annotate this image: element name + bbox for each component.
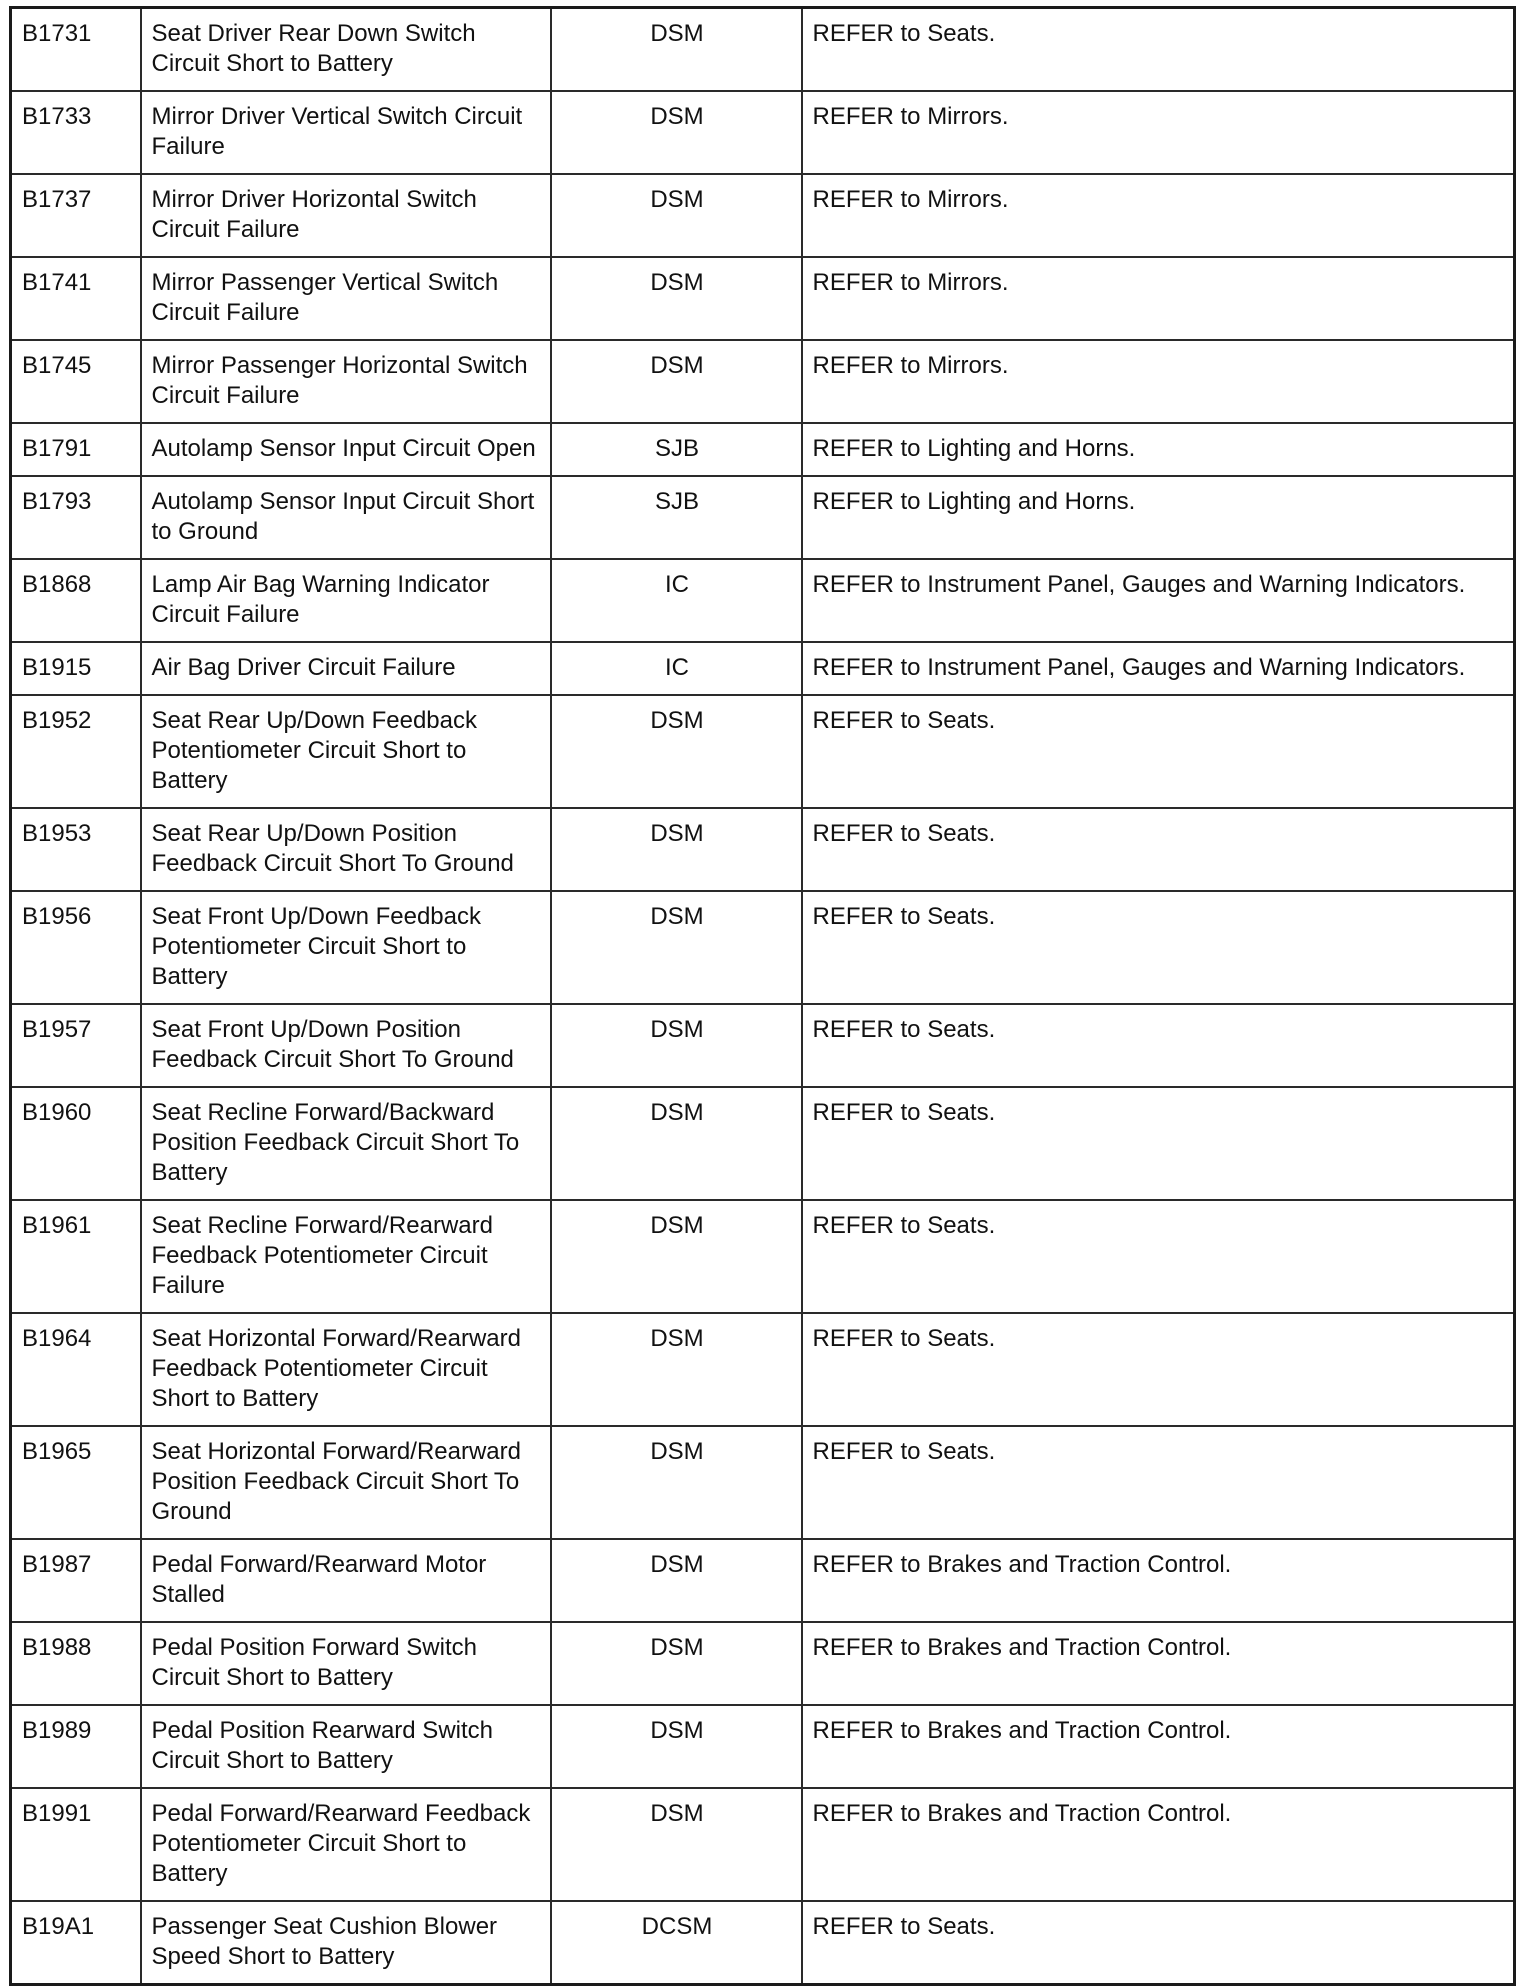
dtc-code: B1964: [11, 1313, 141, 1426]
dtc-description: Autolamp Sensor Input Circuit Short to Ground: [141, 476, 551, 559]
dtc-module: DSM: [551, 891, 802, 1004]
dtc-description: Pedal Position Forward Switch Circuit Short to Battery: [141, 1622, 551, 1705]
dtc-code: B1791: [11, 423, 141, 476]
table-row: [11, 891, 1515, 1004]
dtc-module: DSM: [551, 808, 802, 891]
table-row: [11, 1426, 1515, 1539]
table-row: [11, 1539, 1515, 1622]
table-row: [11, 695, 1515, 808]
dtc-code: B1960: [11, 1087, 141, 1200]
table-row: [11, 1788, 1515, 1901]
table-row: [11, 1705, 1515, 1788]
dtc-module: DSM: [551, 257, 802, 340]
dtc-action: REFER to Seats.: [802, 891, 1515, 1004]
dtc-action: REFER to Brakes and Traction Control.: [802, 1705, 1515, 1788]
dtc-description: Seat Horizontal Forward/Rearward Feedback Potentiometer Circuit Short to Battery: [141, 1313, 551, 1426]
dtc-action: REFER to Seats.: [802, 1200, 1515, 1313]
dtc-description: Seat Rear Up/Down Feedback Potentiometer Circuit Short to Battery: [141, 695, 551, 808]
table-row: [11, 340, 1515, 423]
dtc-description: Autolamp Sensor Input Circuit Open: [141, 423, 551, 476]
dtc-action: REFER to Seats.: [802, 1901, 1515, 1985]
table-row: [11, 1622, 1515, 1705]
dtc-module: DSM: [551, 91, 802, 174]
table-row: [11, 423, 1515, 476]
dtc-table-body: [11, 8, 1515, 1985]
dtc-code: B1988: [11, 1622, 141, 1705]
dtc-code: B1956: [11, 891, 141, 1004]
dtc-module: DSM: [551, 1539, 802, 1622]
dtc-action: REFER to Lighting and Horns.: [802, 476, 1515, 559]
dtc-module: DSM: [551, 174, 802, 257]
dtc-action: REFER to Brakes and Traction Control.: [802, 1539, 1515, 1622]
table-row: [11, 8, 1515, 92]
dtc-module: DSM: [551, 695, 802, 808]
dtc-action: REFER to Lighting and Horns.: [802, 423, 1515, 476]
table-row: [11, 1901, 1515, 1985]
table-row: [11, 559, 1515, 642]
dtc-module: DSM: [551, 1004, 802, 1087]
dtc-description: Seat Driver Rear Down Switch Circuit Short to Battery: [141, 8, 551, 92]
dtc-description: Lamp Air Bag Warning Indicator Circuit Failure: [141, 559, 551, 642]
dtc-action: REFER to Seats.: [802, 1426, 1515, 1539]
dtc-module: DSM: [551, 1200, 802, 1313]
dtc-action: REFER to Seats.: [802, 8, 1515, 92]
table-row: [11, 808, 1515, 891]
dtc-code: B1745: [11, 340, 141, 423]
table-row: [11, 1004, 1515, 1087]
dtc-module: DSM: [551, 1426, 802, 1539]
dtc-code: B19A1: [11, 1901, 141, 1985]
table-row: [11, 1313, 1515, 1426]
dtc-description: Mirror Passenger Vertical Switch Circuit Failure: [141, 257, 551, 340]
dtc-action: REFER to Seats.: [802, 808, 1515, 891]
dtc-description: Seat Recline Forward/Backward Position Feedback Circuit Short To Battery: [141, 1087, 551, 1200]
table-row: [11, 642, 1515, 695]
dtc-description: Seat Recline Forward/Rearward Feedback Potentiometer Circuit Failure: [141, 1200, 551, 1313]
dtc-module: SJB: [551, 476, 802, 559]
dtc-code: B1915: [11, 642, 141, 695]
dtc-description: Passenger Seat Cushion Blower Speed Short to Battery: [141, 1901, 551, 1985]
dtc-module: DSM: [551, 1087, 802, 1200]
dtc-action: REFER to Brakes and Traction Control.: [802, 1788, 1515, 1901]
dtc-code: B1731: [11, 8, 141, 92]
dtc-description: Seat Horizontal Forward/Rearward Position Feedback Circuit Short To Ground: [141, 1426, 551, 1539]
dtc-module: DSM: [551, 1705, 802, 1788]
dtc-action: REFER to Instrument Panel, Gauges and Warning Indicators.: [802, 559, 1515, 642]
dtc-action: REFER to Mirrors.: [802, 91, 1515, 174]
dtc-action: REFER to Mirrors.: [802, 257, 1515, 340]
dtc-module: IC: [551, 559, 802, 642]
dtc-code: B1989: [11, 1705, 141, 1788]
dtc-description: Seat Front Up/Down Feedback Potentiometer Circuit Short to Battery: [141, 891, 551, 1004]
dtc-module: DSM: [551, 1313, 802, 1426]
dtc-code: B1868: [11, 559, 141, 642]
dtc-description: Pedal Forward/Rearward Motor Stalled: [141, 1539, 551, 1622]
dtc-description: Seat Front Up/Down Position Feedback Circuit Short To Ground: [141, 1004, 551, 1087]
dtc-module: DSM: [551, 1622, 802, 1705]
dtc-description: Air Bag Driver Circuit Failure: [141, 642, 551, 695]
dtc-action: REFER to Instrument Panel, Gauges and Warning Indicators.: [802, 642, 1515, 695]
dtc-module: DSM: [551, 8, 802, 92]
dtc-code: B1961: [11, 1200, 141, 1313]
dtc-action: REFER to Brakes and Traction Control.: [802, 1622, 1515, 1705]
table-row: [11, 174, 1515, 257]
dtc-action: REFER to Seats.: [802, 695, 1515, 808]
dtc-code: B1793: [11, 476, 141, 559]
table-row: [11, 476, 1515, 559]
dtc-code: B1953: [11, 808, 141, 891]
table-row: [11, 257, 1515, 340]
table-row: [11, 1087, 1515, 1200]
dtc-code: B1952: [11, 695, 141, 808]
dtc-code: B1733: [11, 91, 141, 174]
dtc-module: DCSM: [551, 1901, 802, 1985]
dtc-module: IC: [551, 642, 802, 695]
dtc-description: Pedal Position Rearward Switch Circuit Short to Battery: [141, 1705, 551, 1788]
dtc-action: REFER to Mirrors.: [802, 340, 1515, 423]
dtc-code: B1737: [11, 174, 141, 257]
dtc-description: Mirror Driver Horizontal Switch Circuit Failure: [141, 174, 551, 257]
dtc-code: B1957: [11, 1004, 141, 1087]
dtc-action: REFER to Seats.: [802, 1087, 1515, 1200]
dtc-module: DSM: [551, 340, 802, 423]
dtc-description: Mirror Driver Vertical Switch Circuit Failure: [141, 91, 551, 174]
dtc-code: B1987: [11, 1539, 141, 1622]
dtc-table: [9, 6, 1516, 1986]
dtc-code: B1965: [11, 1426, 141, 1539]
dtc-description: Pedal Forward/Rearward Feedback Potentiometer Circuit Short to Battery: [141, 1788, 551, 1901]
dtc-module: DSM: [551, 1788, 802, 1901]
dtc-code: B1991: [11, 1788, 141, 1901]
dtc-module: SJB: [551, 423, 802, 476]
table-row: [11, 1200, 1515, 1313]
dtc-description: Mirror Passenger Horizontal Switch Circuit Failure: [141, 340, 551, 423]
dtc-code: B1741: [11, 257, 141, 340]
dtc-action: REFER to Seats.: [802, 1313, 1515, 1426]
table-row: [11, 91, 1515, 174]
dtc-description: Seat Rear Up/Down Position Feedback Circuit Short To Ground: [141, 808, 551, 891]
dtc-action: REFER to Seats.: [802, 1004, 1515, 1087]
dtc-action: REFER to Mirrors.: [802, 174, 1515, 257]
